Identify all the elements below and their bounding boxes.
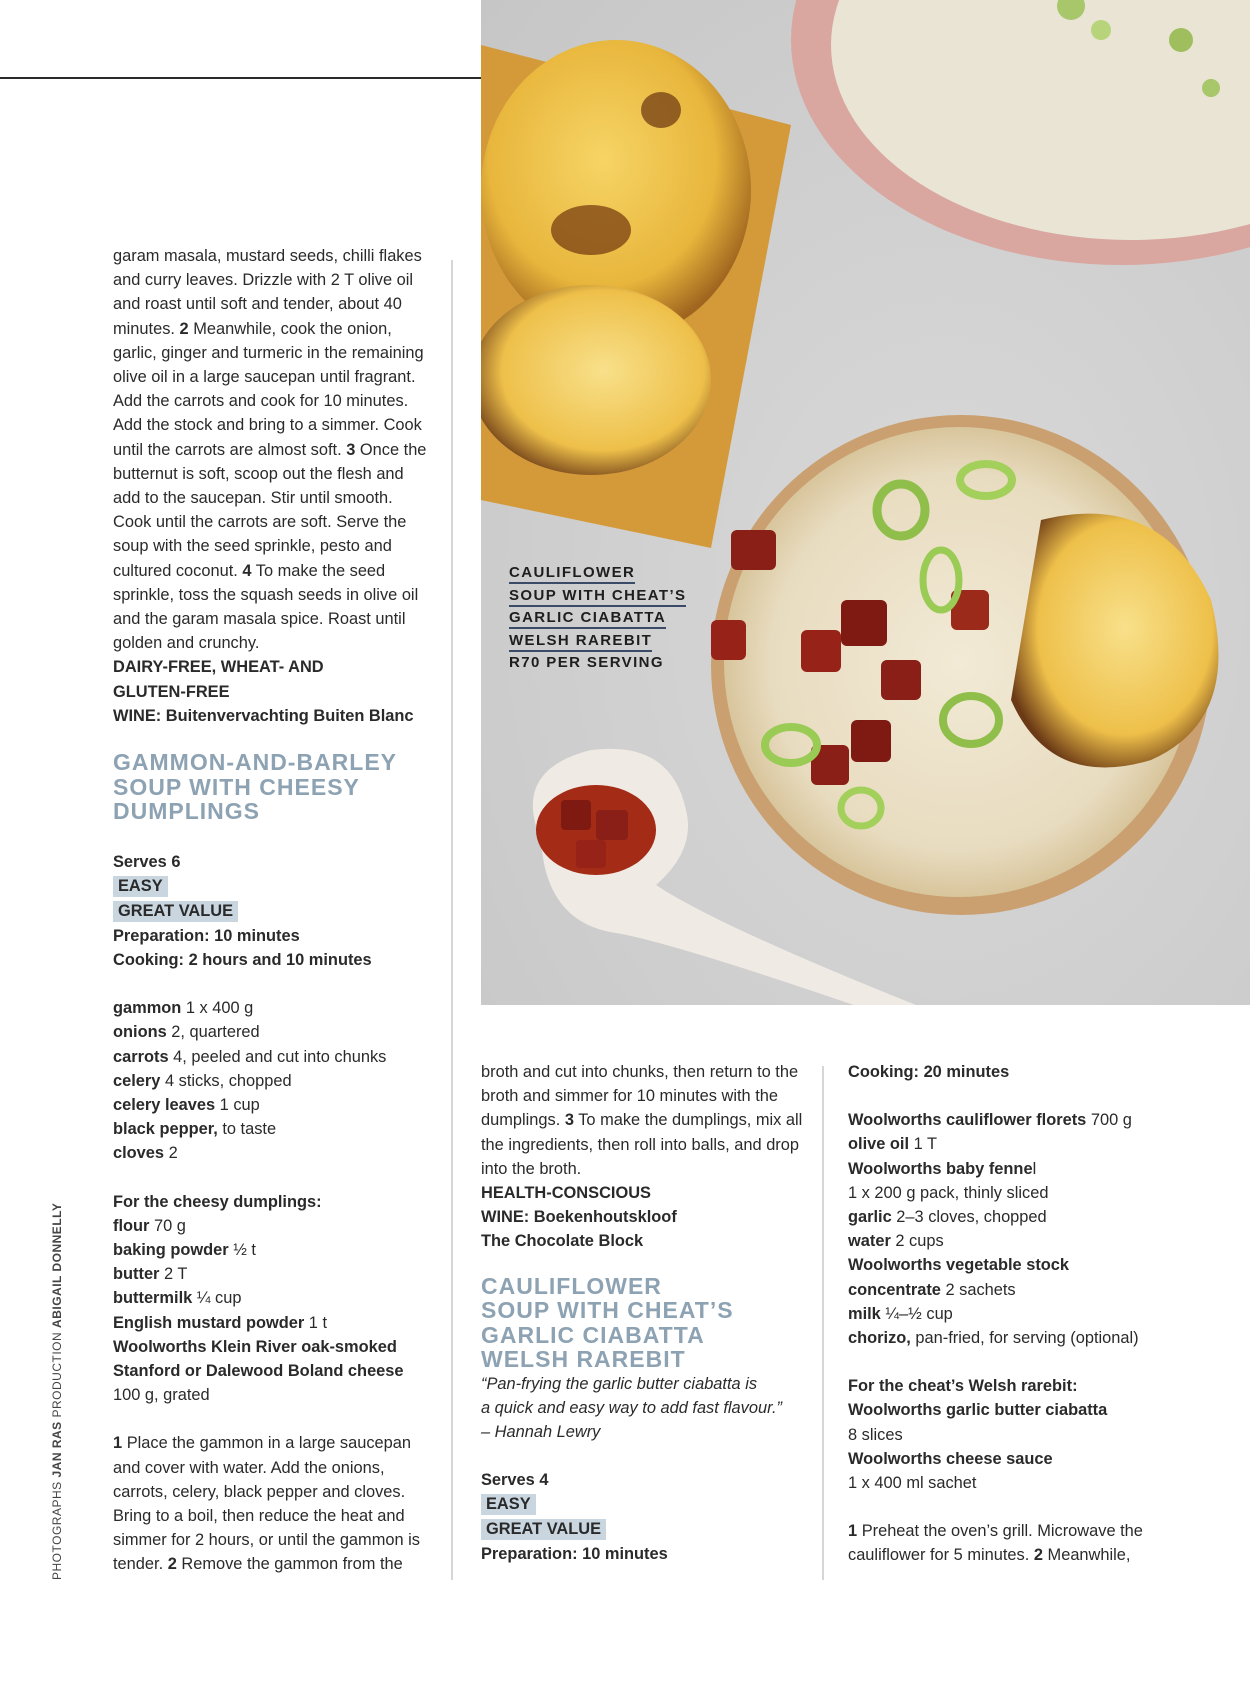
pull-quote: “Pan-frying the garlic butter ciabatta is a quick and easy way to add fast flavour.” – Hannah Lewry xyxy=(481,1374,782,1442)
credit-label: PRODUCTION xyxy=(50,1331,64,1418)
ingredient: 100 g, grated xyxy=(113,1386,210,1405)
caption-line: WELSH RAREBIT xyxy=(509,631,652,652)
ingredient: onions 2, quartered xyxy=(113,1023,260,1042)
credit-producer: ABIGAIL DONNELLY xyxy=(50,1202,64,1328)
serves: Serves 6 xyxy=(113,852,181,871)
ingredient: 1 x 400 ml sachet xyxy=(848,1474,977,1493)
method-text: 1 Place the gammon in a large saucepan and cover with water. Add the onions, carrots, celery, black pepper and cloves. Bring to a boil, then reduce the heat and simmer for 2 hours, or until the gammon is tender. 2 Remove the gammon from the xyxy=(113,1434,420,1574)
method-text: broth and cut into chunks, then return to the broth and simmer for 10 minutes with the dumplings. 3 To make the dumplings, mix all the ingredients, then roll into balls, and drop into the broth. xyxy=(481,1063,803,1178)
ingredient: Woolworths garlic butter ciabatta xyxy=(848,1401,1108,1420)
ingredient: Woolworths cauliflower florets 700 g xyxy=(848,1111,1132,1130)
ingredient: black pepper, to taste xyxy=(113,1120,277,1139)
tag-easy: EASY xyxy=(481,1494,536,1515)
ingredient: carrots 4, peeled and cut into chunks xyxy=(113,1047,387,1066)
cook-time: Cooking: 20 minutes xyxy=(848,1063,1010,1081)
method-text: 1 Preheat the oven’s grill. Microwave the cauliflower for 5 minutes. 2 Meanwhile, xyxy=(848,1522,1143,1565)
caption-line: SOUP WITH CHEAT’S xyxy=(509,586,686,607)
ingredient: Woolworths cheese sauce xyxy=(848,1449,1053,1468)
ingredient: celery leaves 1 cup xyxy=(113,1095,260,1114)
wine-pairing: WINE: Buitenvervachting Buiten Blanc xyxy=(113,706,414,725)
credit-photographer: JAN RAS xyxy=(50,1421,64,1478)
ingredient: 1 x 200 g pack, thinly sliced xyxy=(848,1183,1049,1202)
ingredient: baking powder ½ t xyxy=(113,1241,256,1259)
ingredient-list xyxy=(848,1108,1178,1350)
column-2 xyxy=(481,1060,803,1567)
ingredient: butter 2 T xyxy=(113,1265,188,1284)
tag-great-value: GREAT VALUE xyxy=(113,901,238,922)
caption-line: GARLIC CIABATTA xyxy=(509,608,666,629)
recipe-title: GAMMON-AND-BARLEY SOUP WITH CHEESY DUMPLINGS xyxy=(113,749,398,825)
prep-time: Preparation: 10 minutes xyxy=(481,1545,668,1564)
ingredient: water 2 cups xyxy=(848,1232,944,1251)
diet-label: GLUTEN-FREE xyxy=(113,682,230,701)
ingredient: garlic 2–3 cloves, chopped xyxy=(848,1208,1047,1227)
ingredient: gammon 1 x 400 g xyxy=(113,999,254,1018)
ingredient: chorizo, pan-fried, for serving (optional) xyxy=(848,1329,1139,1348)
ingredient: buttermilk ¼ cup xyxy=(113,1289,242,1308)
caption-line: CAULIFLOWER xyxy=(509,563,635,584)
recipe-photo xyxy=(481,0,1250,1005)
ingredient: flour 70 g xyxy=(113,1216,186,1235)
photo-credit xyxy=(50,1203,64,1580)
ingredient: olive oil 1 T xyxy=(848,1135,937,1154)
ingredient-list xyxy=(113,1214,435,1408)
ingredient: cloves 2 xyxy=(113,1144,178,1163)
diet-label: DAIRY-FREE, WHEAT- AND xyxy=(113,658,324,677)
credit-label: PHOTOGRAPHS xyxy=(50,1481,64,1580)
ingredient: Stanford or Dalewood Boland cheese xyxy=(113,1362,404,1381)
ingredient: concentrate 2 sachets xyxy=(848,1280,1016,1299)
column-3 xyxy=(848,1060,1178,1568)
tag-easy: EASY xyxy=(113,876,168,897)
caption-price: R70 PER SERVING xyxy=(509,654,664,672)
cook-time: Cooking: 2 hours and 10 minutes xyxy=(113,950,372,969)
column-divider xyxy=(822,1066,824,1580)
ingredient: 8 slices xyxy=(848,1425,903,1444)
ingredient: Woolworths baby fennel xyxy=(848,1159,1037,1178)
ingredient: milk ¼–½ cup xyxy=(848,1304,953,1323)
photo-caption xyxy=(509,562,686,675)
ingredient-list xyxy=(113,996,435,1165)
sub-heading: For the cheesy dumplings: xyxy=(113,1192,322,1211)
prep-time: Preparation: 10 minutes xyxy=(113,926,300,945)
method-text: garam masala, mustard seeds, chilli flakes and curry leaves. Drizzle with 2 T olive oil and roast until soft and tender, about 40 minutes. 2 Meanwhile, cook the onion, garlic, ginger and turmeric in the remaining olive oil in a large saucepan until fragrant. Add the carrots and cook for 10 minutes. Add the stock and bring to a simmer. Cook until the carrots are almost soft. 3 Once the butternut is soft, scoop out the flesh and add to the saucepan. Stir until smooth. Cook until the carrots are soft. Serve the soup with the seed sprinkle, pesto and cultured coconut. 4 To make the seed sprinkle, toss the squash seeds in olive oil and the garam masala spice. Roast until golden and crunchy. xyxy=(113,247,427,653)
wine-pairing: WINE: Boekenhoutskloof xyxy=(481,1208,677,1227)
serves: Serves 4 xyxy=(481,1471,549,1490)
ingredient: Woolworths Klein River oak-smoked xyxy=(113,1337,397,1356)
recipe-title: CAULIFLOWER SOUP WITH CHEAT’S GARLIC CIABATTA WELSH RAREBIT xyxy=(481,1272,734,1373)
column-divider xyxy=(451,260,453,1580)
ingredient: celery 4 sticks, chopped xyxy=(113,1071,292,1090)
ingredient: English mustard powder 1 t xyxy=(113,1313,328,1332)
ingredient: Woolworths vegetable stock xyxy=(848,1256,1070,1275)
wine-pairing: The Chocolate Block xyxy=(481,1232,644,1251)
column-1 xyxy=(113,244,435,1577)
tag-great-value: GREAT VALUE xyxy=(481,1519,606,1540)
sub-heading: For the cheat’s Welsh rarebit: xyxy=(848,1377,1078,1396)
diet-label: HEALTH-CONSCIOUS xyxy=(481,1184,651,1203)
